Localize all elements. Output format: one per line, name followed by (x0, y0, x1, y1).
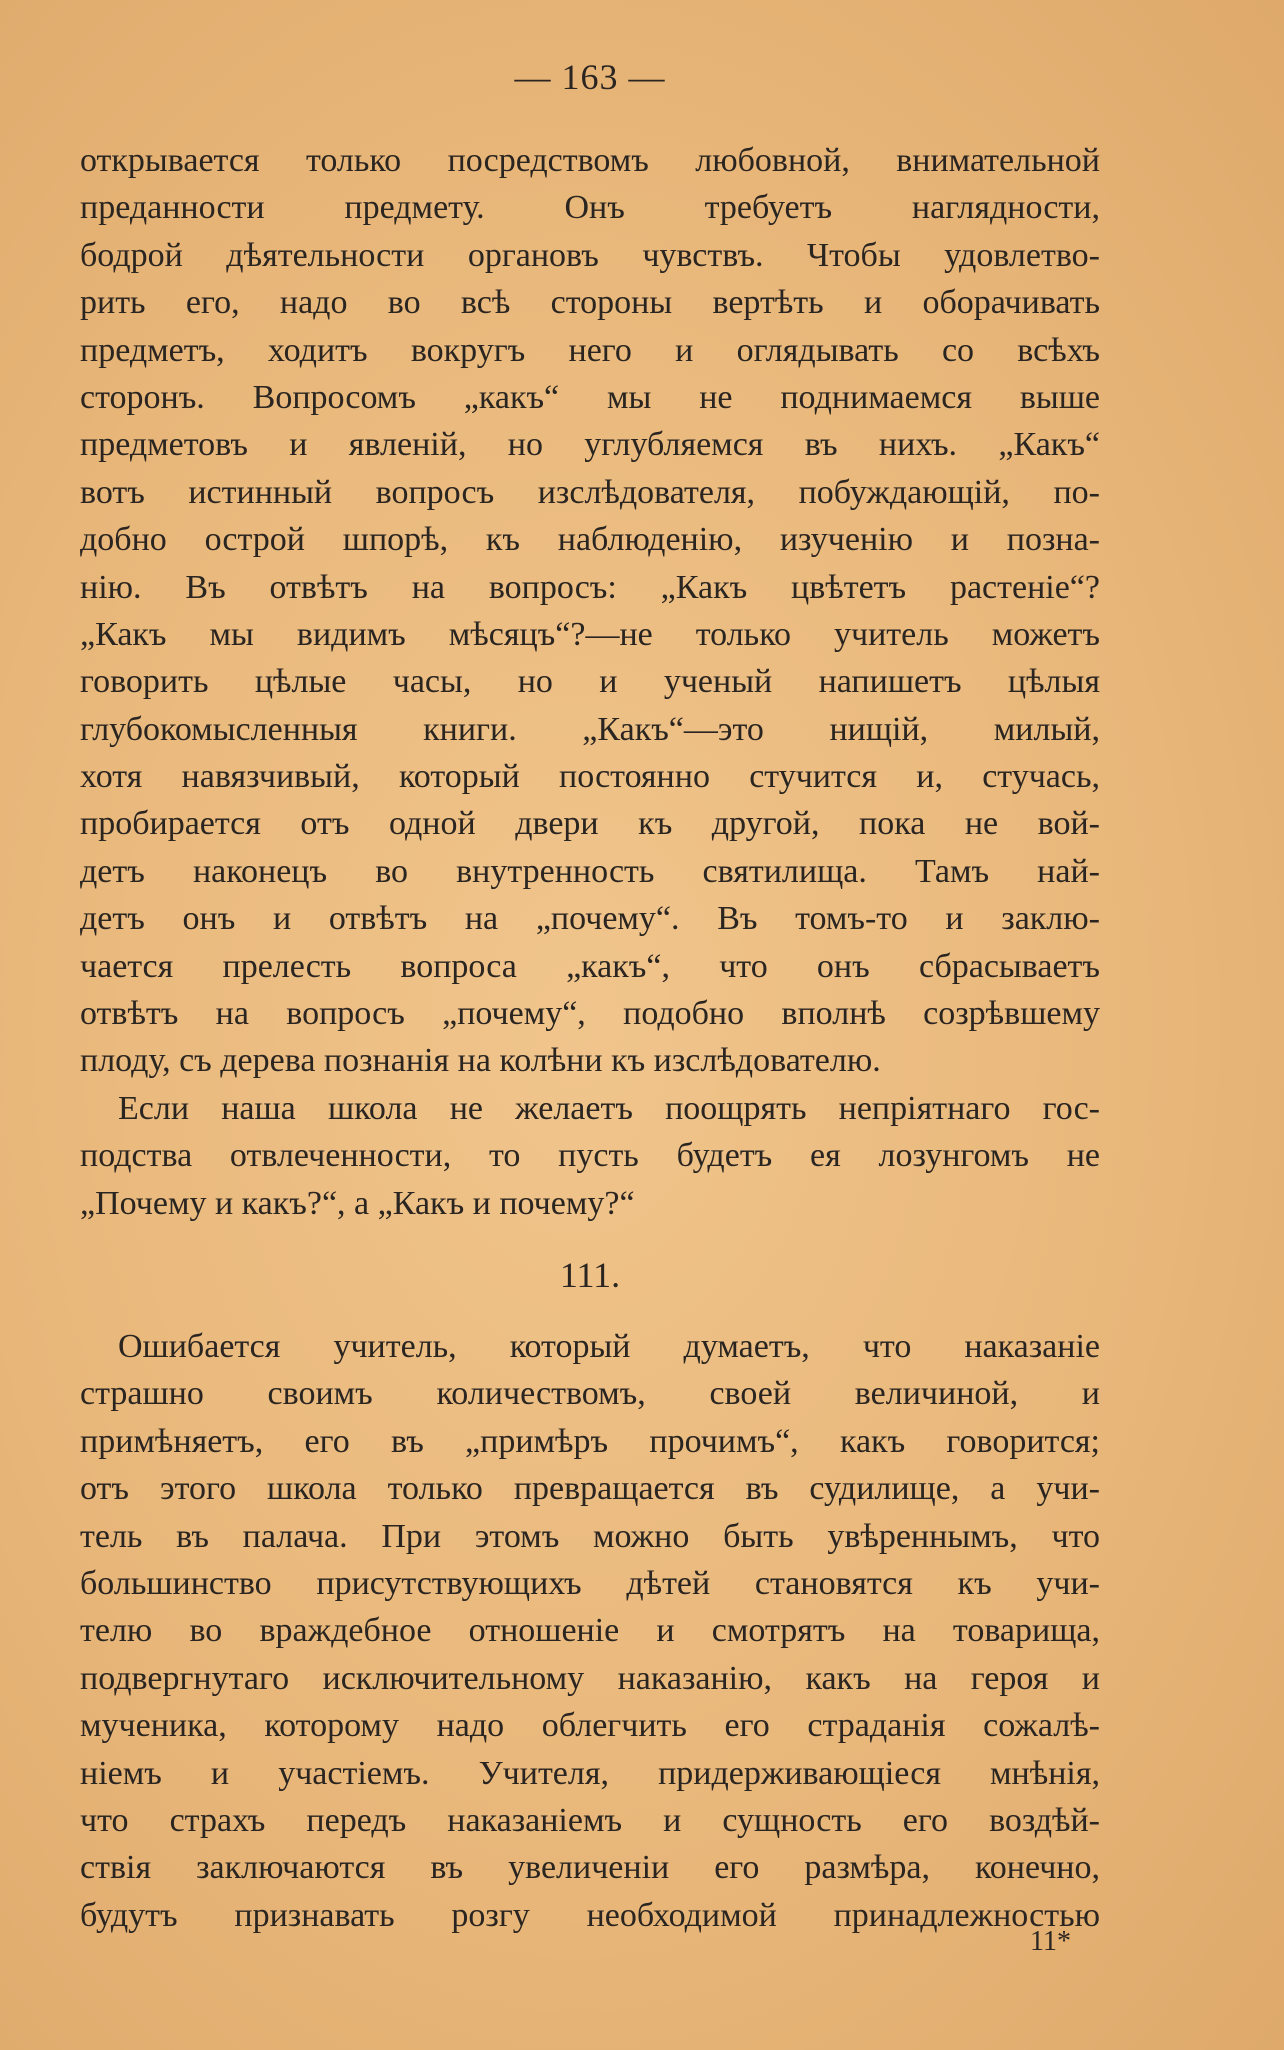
text-line: вотъ истинный вопросъ изслѣдователя, побуждающій, по- (80, 473, 1100, 511)
text-line: детъ наконецъ во внутренность святилища. Тамъ най- (80, 852, 1100, 890)
page-number: — 163 — (514, 57, 666, 97)
text-line: хотя навязчивый, который постоянно стучится и, стучась, (80, 758, 1100, 796)
text-line: большинство присутствующихъ дѣтей становятся къ учи- (80, 1564, 1100, 1602)
text-line: телю во враждебное отношеніе и смотрятъ на товарища, (80, 1612, 1100, 1650)
text-line: мученика, которому надо облегчить его страданія сожалѣ- (80, 1707, 1100, 1745)
text-line: предметовъ и явленій, но углубляемся въ нихъ. „Какъ“ (80, 426, 1100, 464)
text-line: предметъ, ходитъ вокругъ него и оглядывать со всѣхъ (80, 331, 1100, 369)
text-line: бодрой дѣятельности органовъ чувствъ. Чтобы удовлетво- (80, 236, 1100, 274)
text-line: открывается только посредствомъ любовной, внимательной (80, 142, 1100, 179)
text-line: нію. Въ отвѣтъ на вопросъ: „Какъ цвѣтетъ растеніе“? (80, 568, 1100, 606)
text-line: сторонъ. Вопросомъ „какъ“ мы не поднимаемся выше (80, 378, 1100, 416)
text-line: что страхъ передъ наказаніемъ и сущность его воздѣй- (80, 1801, 1100, 1839)
text-line: рить его, надо во всѣ стороны вертѣть и оборачивать (80, 284, 1100, 322)
text-line: глубокомысленныя книги. „Какъ“—это нищій, милый, (80, 710, 1100, 748)
signature-mark: 11* (1030, 1926, 1071, 1957)
text-line: „Почему и какъ?“, а „Какъ и почему?“ (80, 1184, 635, 1222)
text-line: плоду, съ дерева познанія на колѣни къ изслѣдователю. (80, 1042, 881, 1080)
text-line: преданности предмету. Онъ требуетъ наглядности, (80, 189, 1100, 227)
text-line: отвѣтъ на вопросъ „почему“, подобно вполнѣ созрѣвшему (80, 995, 1100, 1033)
text-line: тель въ палача. При этомъ можно быть увѣреннымъ, что (80, 1517, 1100, 1555)
page-body (80, 137, 1100, 1939)
text-line: отъ этого школа только превращается въ судилище, а учи- (80, 1470, 1100, 1508)
section-number: 111. (559, 1254, 621, 1295)
text-line: чается прелесть вопроса „какъ“, что онъ сбрасываетъ (80, 947, 1100, 985)
text-line: говорить цѣлые часы, но и ученый напишетъ цѣлыя (80, 663, 1100, 701)
text-line: „Какъ мы видимъ мѣсяцъ“?—не только учитель можетъ (80, 615, 1100, 653)
text-line: ствія заключаются въ увеличеніи его размѣра, конечно, (80, 1849, 1100, 1887)
text-line: страшно своимъ количествомъ, своей величиной, и (80, 1375, 1100, 1413)
text-line: ніемъ и участіемъ. Учителя, придерживающіеся мнѣнія, (80, 1754, 1100, 1792)
text-line: добно острой шпорѣ, къ наблюденію, изученію и позна- (80, 521, 1100, 559)
text-line: подства отвлеченности, то пусть будетъ ея лозунгомъ не (80, 1137, 1100, 1175)
text-line: будутъ признавать розгу необходимой принадлежностью (80, 1896, 1100, 1934)
paragraph-1 (80, 137, 1100, 1085)
text-line: подвергнутаго исключительному наказанію, какъ на героя и (80, 1659, 1100, 1697)
text-line: примѣняетъ, его въ „примѣръ прочимъ“, какъ говорится; (80, 1422, 1100, 1460)
text-line: детъ онъ и отвѣтъ на „почему“. Въ томъ-то и заклю- (80, 900, 1100, 938)
text-line: Ошибается учитель, который думаетъ, что наказаніе (118, 1327, 1100, 1365)
text-line: пробирается отъ одной двери къ другой, пока не вой- (80, 805, 1100, 843)
paragraph-2 (80, 1085, 1100, 1227)
paragraph-3 (80, 1323, 1100, 1939)
text-line: Если наша школа не желаетъ поощрять непріятнаго гос- (118, 1089, 1100, 1127)
